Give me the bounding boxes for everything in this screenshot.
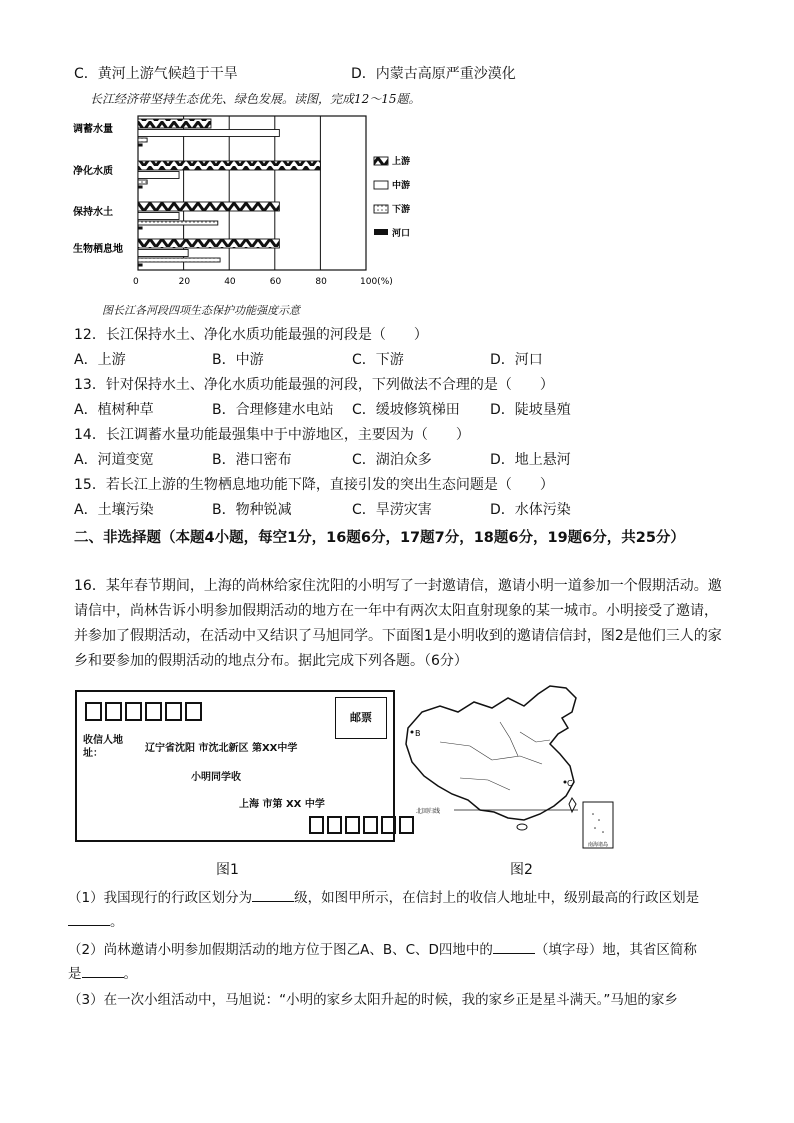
x-tick-label: 40 [224, 277, 236, 287]
inset-label: 南海诸岛 [588, 842, 609, 848]
answer-option[interactable]: A．上游 [74, 352, 126, 368]
answer-option[interactable]: C．下游 [352, 352, 404, 368]
sub-question-2: （2）尚林邀请小明参加假期活动的地方位于图乙A、B、C、D四地中的 （填字母）地，其省区简称 是 。 [68, 938, 728, 986]
legend-swatch [374, 229, 388, 235]
china-map [400, 682, 620, 852]
x-tick-label: 60 [269, 277, 282, 287]
chart-caption: 图长江各河段四项生态保护功能强度示意 [102, 304, 300, 317]
answer-option[interactable]: B．中游 [212, 352, 264, 368]
bar-3-1 [138, 250, 188, 257]
answer-blank[interactable] [493, 939, 535, 954]
sender-address: 上海 市第 XX 中学 [239, 799, 325, 810]
answer-option[interactable]: D．河口 [490, 352, 543, 368]
eco-function-chart [72, 112, 411, 297]
answer-option[interactable]: D．陡坡垦殖 [490, 402, 571, 418]
x-tick-label: 80 [315, 277, 327, 287]
category-label: 保持水土 [73, 207, 113, 218]
legend-label: 下游 [392, 205, 411, 215]
answer-option[interactable]: C．湖泊众多 [352, 452, 432, 468]
bar-1-1 [138, 172, 179, 179]
envelope-figure [75, 690, 395, 842]
answer-blank[interactable] [68, 911, 110, 926]
bar-1-3 [138, 186, 143, 189]
legend-swatch [374, 181, 388, 189]
answer-option[interactable]: D．水体污染 [490, 502, 571, 518]
x-tick-label: 0 [133, 277, 139, 287]
answer-blank[interactable] [252, 887, 294, 902]
answer-option[interactable]: A．土壤污染 [74, 502, 154, 518]
question-stem: 15．若长江上游的生物栖息地功能下降，直接引发的突出生态问题是（ ） [74, 477, 554, 493]
bar-3-3 [138, 264, 143, 267]
legend-swatch [374, 157, 388, 165]
x-tick-label: 20 [178, 277, 191, 287]
hainan-island [517, 824, 527, 830]
recipient-label: 收信人地址： [83, 735, 123, 759]
answer-option[interactable]: A．河道变宽 [74, 452, 154, 468]
map-label-b: B [415, 729, 421, 738]
bar-3-2 [138, 258, 220, 262]
category-label: 生物栖息地 [73, 244, 123, 255]
answer-option[interactable]: B．合理修建水电站 [212, 402, 334, 418]
question-stem: 12．长江保持水土、净化水质功能最强的河段是（ ） [74, 327, 428, 343]
figure-2-label: 图2 [510, 862, 533, 878]
figure-1-label: 图1 [216, 862, 239, 878]
sender-postcode-boxes [309, 816, 414, 834]
bar-2-2 [138, 221, 218, 225]
recipient-address: 辽宁省沈阳 市沈北新区 第XX中学 [145, 743, 298, 754]
prev-option-d: D．内蒙古高原严重沙漠化 [351, 66, 516, 82]
answer-option[interactable]: C．旱涝灾害 [352, 502, 432, 518]
category-label: 调蓄水量 [73, 124, 113, 135]
bar-0-3 [138, 144, 143, 147]
bar-0-1 [138, 130, 279, 137]
tropic-label: 北回归线 [416, 808, 441, 815]
bar-3-0 [138, 239, 279, 248]
legend-label: 上游 [392, 157, 411, 167]
answer-option[interactable]: C．缓坡修筑梯田 [352, 402, 460, 418]
legend-label: 中游 [392, 181, 411, 191]
question-16-text: 16．某年春节期间，上海的尚林给家住沈阳的小明写了一封邀请信，邀请小明一道参加一个假期活动。邀请信中，尚林告诉小明参加假期活动的地方在一年中有两次太阳直射现象的某一城市。小明接受了邀请，并参加了假期活动，在活动中又结识了马旭同学。下面图1是小明收到的邀请信信封，图2是他们三人的家乡和要参加的假期活动的地点分布。据此完成下列各题。（6分） [74, 578, 722, 669]
chart-intro: 长江经济带坚持生态优先、绿色发展。读图，完成12～15题。 [90, 92, 421, 106]
bar-2-1 [138, 213, 179, 220]
bar-0-2 [138, 138, 147, 142]
answer-option[interactable]: B．物种锐减 [212, 502, 292, 518]
question-stem: 13．针对保持水土、净化水质功能最强的河段，下列做法不合理的是（ ） [74, 377, 554, 393]
answer-option[interactable]: B．港口密布 [212, 452, 292, 468]
answer-option[interactable]: A．植树种草 [74, 402, 154, 418]
bar-2-0 [138, 202, 279, 211]
question-stem: 14．长江调蓄水量功能最强集中于中游地区，主要因为（ ） [74, 427, 470, 443]
map-label-c: C [567, 779, 573, 788]
section-title: 二、非选择题（本题4小题，每空1分，16题6分，17题7分，18题6分，19题6分，共25分） [74, 530, 685, 546]
sub-question-1: （1）我国现行的行政区划分为 级，如图甲所示，在信封上的收信人地址中，级别最高的行政区划是 。 [68, 886, 728, 934]
prev-option-c: C．黄河上游气候趋于干旱 [74, 66, 238, 82]
recipient-name: 小明同学收 [191, 772, 241, 783]
x-tick-label: 100(%) [360, 277, 393, 287]
answer-option[interactable]: D．地上悬河 [490, 452, 571, 468]
sub-question-3: （3）在一次小组活动中，马旭说：“小明的家乡太阳升起的时候，我的家乡正是星斗满天。”马旭的家乡 [68, 992, 678, 1008]
stamp-box: 邮票 [335, 697, 387, 739]
bar-2-3 [138, 227, 143, 230]
answer-blank[interactable] [82, 963, 124, 978]
bar-0-0 [138, 119, 211, 128]
category-label: 净化水质 [73, 166, 113, 177]
china-outline [406, 686, 576, 820]
legend-label: 河口 [392, 229, 411, 239]
bar-1-0 [138, 161, 320, 170]
bar-1-2 [138, 180, 147, 184]
legend-swatch [374, 205, 388, 213]
postcode-boxes [85, 702, 202, 721]
